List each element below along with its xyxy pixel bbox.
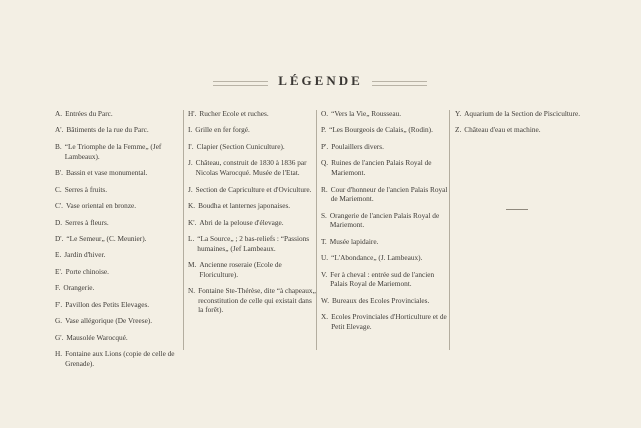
legend-key: A. <box>55 109 63 118</box>
legend-text: “L'Abondance„ (J. Lambeaux). <box>331 253 423 263</box>
legend-key: F'. <box>55 299 63 309</box>
legend-entry <box>55 267 183 277</box>
legend-text: Cour d'honneur de l'ancien Palais Royal de Mariemont. <box>330 184 448 204</box>
legend-key: P'. <box>321 141 329 151</box>
legend-entry <box>188 260 316 279</box>
legend-key: H'. <box>188 109 197 118</box>
legend-entry <box>321 237 449 247</box>
legend-key: S. <box>321 210 327 220</box>
title-rule-right <box>372 81 427 86</box>
legend-text: Pavillon des Petits Elevages. <box>65 299 150 309</box>
legend-text: Ancienne roseraie (Ecole de Floriculture). <box>199 260 282 279</box>
legend-column-1 <box>55 109 183 375</box>
legend-key: J. <box>188 184 193 194</box>
legend-text: Aquarium de la Section de Pisciculture. <box>464 109 581 118</box>
legend-key: T. <box>321 236 327 246</box>
legend-key: M. <box>188 260 197 270</box>
legend-key: C'. <box>55 201 64 211</box>
page-title: LÉGENDE <box>278 73 363 88</box>
column-divider <box>316 110 317 350</box>
legend-text: Fer à cheval : entrée sud de l'ancien Palais Royal de Mariemont. <box>330 269 435 289</box>
legend-text: Château, construit de 1830 à 1836 par Nicolas Warocqué. Musée de l'Etat. <box>195 158 307 178</box>
legend-entry <box>55 316 183 326</box>
legend-text: Poulaillers divers. <box>331 141 384 151</box>
legend-text: Bassin et vase monumental. <box>66 168 148 178</box>
legend-key: O. <box>321 109 329 118</box>
legend-text: Abri de la pelouse d'élevage. <box>199 217 284 227</box>
legend-entry <box>55 218 183 228</box>
legend-text: Grille en fer forgé. <box>195 125 250 135</box>
legend-column-3 <box>321 109 449 338</box>
legend-entry <box>321 296 449 306</box>
legend-text: “La Source„ ; 2 bas-reliefs : “Passions humaines„ (Jef Lambeaux. <box>197 233 310 253</box>
legend-entry <box>188 218 316 228</box>
legend-text: Serres à fleurs. <box>65 217 109 227</box>
legend-key: Y. <box>455 109 462 118</box>
legend-entry <box>55 125 183 135</box>
legend-text: Orangerie de l'ancien Palais Royal de Mariemont. <box>329 210 440 230</box>
legend-text: Mausolée Warocqué. <box>66 332 128 342</box>
legend-text: Entrées du Parc. <box>65 109 113 118</box>
legend-entry <box>455 125 585 135</box>
legend-text: “Le Triomphe de la Femme„ (Jef Lambeaux). <box>64 141 162 161</box>
legend-text: Boudha et lanternes japonaises. <box>198 201 291 211</box>
legend-entry <box>321 185 449 204</box>
legend-entry <box>188 158 316 177</box>
legend-key: E. <box>55 250 62 260</box>
legend-key: U. <box>321 253 329 263</box>
legend-text: Ecoles Provinciales d'Horticulture et de Petit Elevage. <box>331 312 447 331</box>
legend-entry <box>55 168 183 178</box>
legend-entry <box>55 234 183 244</box>
end-dash <box>506 209 528 210</box>
legend-key: L. <box>188 233 195 243</box>
legend-entry <box>188 142 316 152</box>
legend-entry <box>321 142 449 152</box>
legend-entry <box>55 333 183 343</box>
legend-entry <box>55 142 183 161</box>
legend-entry <box>321 312 449 331</box>
legend-text: Bureaux des Ecoles Provinciales. <box>332 295 430 305</box>
legend-entry <box>55 283 183 293</box>
legend-key: N. <box>188 286 196 296</box>
legend-text: Vase oriental en bronze. <box>66 201 137 211</box>
legend-key: B'. <box>55 168 64 178</box>
legend-key: P. <box>321 125 327 135</box>
legend-entry <box>455 109 585 119</box>
legend-text: Fontaine Ste-Thérèse, dite “à chapeaux„ reconstitution de celle qui existait dans la forêt). <box>198 286 316 315</box>
legend-key: J. <box>188 158 193 168</box>
legend-entry <box>321 125 449 135</box>
legend-text: Orangerie. <box>63 283 95 293</box>
legend-text: Porte chinoise. <box>65 266 109 276</box>
legend-entry <box>321 158 449 177</box>
title-row <box>0 72 641 92</box>
legend-key: B. <box>55 141 62 151</box>
legend-text: Serres à fruits. <box>64 184 108 194</box>
legend-key: W. <box>321 295 330 305</box>
legend-key: K'. <box>188 217 197 227</box>
legend-entry <box>321 109 449 119</box>
legend-key: I'. <box>188 141 194 151</box>
legend-text: “Vers la Vie„ Rousseau. <box>331 109 402 118</box>
legend-text: Clapier (Section Cuniculture). <box>196 141 285 151</box>
legend-key: G. <box>55 316 63 326</box>
legend-entry <box>188 286 316 315</box>
legend-key: E'. <box>55 266 63 276</box>
legend-entry <box>188 201 316 211</box>
legend-text: Ruines de l'ancien Palais Royal de Mariemont. <box>331 158 432 178</box>
legend-column-4 <box>455 109 585 142</box>
legend-key: D. <box>55 217 63 227</box>
legend-entry <box>55 349 183 368</box>
legend-entry <box>55 109 183 119</box>
legend-text: Musée lapidaire. <box>329 236 379 246</box>
column-divider <box>183 110 184 350</box>
legend-entry <box>55 250 183 260</box>
legend-entry <box>188 125 316 135</box>
legend-key: R. <box>321 184 328 194</box>
column-divider <box>449 110 450 350</box>
legend-entry <box>188 234 316 253</box>
legend-key: Q. <box>321 158 329 168</box>
legend-key: C. <box>55 184 62 194</box>
legend-key: K. <box>188 201 196 211</box>
legend-text: Rucher Ecole et ruches. <box>199 109 269 118</box>
legend-entry <box>321 270 449 289</box>
legend-entry <box>55 185 183 195</box>
legend-text: Vase allégorique (De Vreese). <box>65 316 153 326</box>
legend-key: I. <box>188 125 193 135</box>
legend-key: X. <box>321 312 329 322</box>
legend-text: Section de Capriculture et d'Oviculture. <box>195 184 312 194</box>
legend-entry <box>55 300 183 310</box>
legend-text: Château d'eau et machine. <box>464 125 541 135</box>
legend-column-2 <box>188 109 316 322</box>
legend-entry <box>321 211 449 230</box>
legend-text: “Les Bourgeois de Calais„ (Rodin). <box>329 125 433 135</box>
legend-entry <box>55 201 183 211</box>
legend-entry <box>321 253 449 263</box>
legend-key: F. <box>55 283 61 293</box>
legend-key: D'. <box>55 233 64 243</box>
legend-key: G'. <box>55 332 64 342</box>
legend-key: H. <box>55 349 63 359</box>
legend-text: Jardin d'hiver. <box>64 250 106 260</box>
legend-key: V. <box>321 269 328 279</box>
legend-entry <box>188 109 316 119</box>
legend-key: A'. <box>55 125 64 135</box>
legend-text: Bâtiments de la rue du Parc. <box>66 125 149 135</box>
legend-text: Fontaine aux Lions (copie de celle de Grenade). <box>65 349 175 368</box>
legend-text: “Le Semeur„ (C. Meunier). <box>66 233 147 243</box>
legend-entry <box>188 185 316 195</box>
legend-key: Z. <box>455 125 462 135</box>
